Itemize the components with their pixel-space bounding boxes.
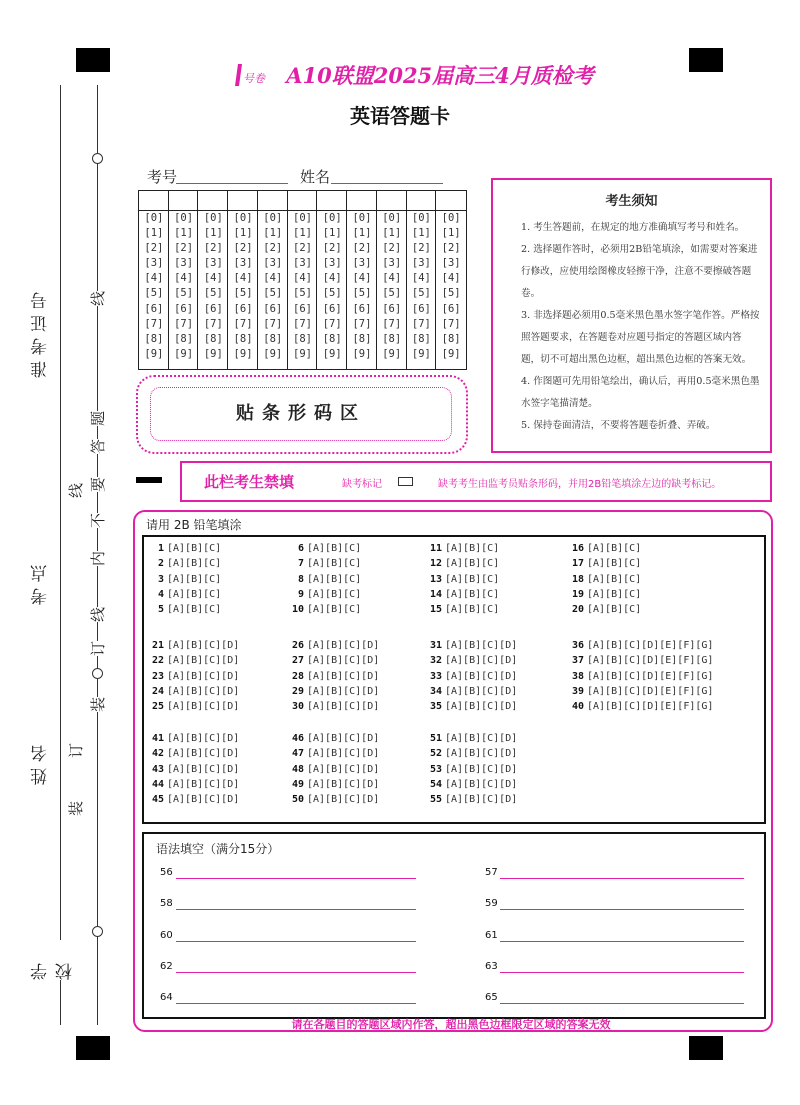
mc-options[interactable]: [A][B][C][D]	[167, 733, 240, 744]
mc-question-number: 41	[151, 733, 164, 744]
barcode-area	[136, 375, 468, 454]
mc-options[interactable]: [A][B][C][D][E][F][G]	[587, 655, 714, 667]
mc-options[interactable]: [A][B][C][D]	[167, 794, 240, 806]
footer-warning: 请在各题目的答题区域内作答，超出黑色边框限定区域的答案无效	[291, 1018, 611, 1031]
mc-options[interactable]: [A][B][C]	[587, 543, 642, 554]
mc-question-number: 6	[297, 543, 304, 554]
mc-question-row[interactable]	[562, 686, 713, 697]
binding-hole	[92, 668, 103, 679]
grammar-answer-line[interactable]	[500, 941, 744, 942]
mc-options[interactable]: [A][B][C][D]	[445, 685, 518, 697]
mc-question-row[interactable]	[420, 655, 517, 666]
grammar-box	[142, 832, 766, 1019]
mc-question-number: 8	[297, 573, 304, 585]
mc-question-row[interactable]	[142, 733, 239, 744]
mc-question-row[interactable]	[282, 748, 379, 759]
dash-marker	[136, 477, 162, 483]
binding-name-label: 姓名	[28, 730, 53, 785]
mc-options[interactable]: [A][B][C]	[445, 543, 500, 554]
mc-question-number: 42	[151, 748, 164, 760]
mc-question-number: 1	[157, 543, 164, 554]
binding-char: 内	[89, 550, 108, 567]
exam-id-grid[interactable]	[138, 190, 467, 370]
mc-question-row[interactable]	[420, 733, 517, 744]
mc-question-row[interactable]	[562, 655, 713, 666]
mc-options[interactable]: [A][B][C]	[587, 558, 642, 570]
mc-options[interactable]: [A][B][C]	[307, 604, 362, 616]
mc-question-row[interactable]	[420, 794, 517, 805]
mc-question-number: 32	[429, 655, 442, 667]
mc-options[interactable]: [A][B][C][D]	[307, 640, 380, 651]
mc-question-row[interactable]	[282, 779, 379, 790]
mc-question-number: 26	[291, 640, 304, 651]
mc-question-number: 19	[571, 588, 584, 600]
binding-outer-char: 线	[67, 482, 86, 499]
binding-outer-line	[60, 85, 61, 1025]
mc-question-number: 3	[157, 573, 164, 585]
corner-marker-bottom-left	[76, 1036, 110, 1060]
grammar-answer-line[interactable]	[500, 878, 744, 879]
school-label: 学校	[28, 940, 78, 980]
mc-question-number: 27	[291, 655, 304, 667]
notice-title: 考生须知	[605, 194, 658, 209]
notice-item: 1. 考生答题前，在规定的地方准确填写考号和姓名。	[521, 222, 745, 233]
grammar-answer-line[interactable]	[176, 972, 416, 973]
mc-question-row[interactable]	[282, 574, 361, 585]
id-digit-column[interactable]: [0] [1] [2] [3] [4] [5] [6] [7] [8] [9]	[293, 212, 312, 360]
mc-question-number: 54	[429, 778, 442, 790]
grammar-question-number: 62	[160, 961, 173, 972]
mc-options[interactable]: [A][B][C][D]	[167, 763, 240, 775]
binding-char: 题	[89, 410, 108, 427]
mc-question-number: 44	[151, 778, 164, 790]
mc-question-number: 15	[429, 604, 442, 616]
mc-question-number: 21	[151, 640, 164, 651]
mc-question-row[interactable]	[282, 794, 379, 805]
grammar-question-number: 60	[160, 930, 173, 941]
mc-question-row[interactable]	[420, 764, 517, 775]
mc-question-number: 37	[571, 655, 584, 667]
exam-id-label: 准考证号	[28, 268, 53, 378]
grammar-question-number: 59	[485, 898, 498, 909]
mc-question-number: 18	[571, 573, 584, 585]
mc-question-number: 5	[157, 604, 164, 616]
mc-options[interactable]: [A][B][C]	[445, 573, 500, 585]
mc-question-row[interactable]	[282, 701, 379, 712]
mc-options[interactable]: [A][B][C]	[307, 558, 362, 570]
mc-question-number: 50	[291, 794, 304, 806]
corner-marker-bottom-right	[689, 1036, 723, 1060]
id-digit-column[interactable]: [0] [1] [2] [3] [4] [5] [6] [7] [8] [9]	[174, 212, 194, 360]
mc-question-row[interactable]	[142, 558, 221, 569]
mc-question-row[interactable]	[282, 655, 379, 666]
mc-question-number: 20	[571, 604, 584, 616]
mc-options[interactable]: [A][B][C][D][E][F][G]	[587, 685, 714, 697]
mc-question-number: 12	[429, 558, 442, 570]
mc-options[interactable]: [A][B][C]	[445, 604, 500, 616]
mc-question-row[interactable]	[282, 686, 379, 697]
mc-question-row[interactable]	[142, 794, 239, 805]
mc-question-number: 35	[429, 701, 442, 713]
notice-box	[491, 178, 772, 453]
notice-item: 4. 作图题可先用铅笔绘出，确认后，再用0.5毫米黑色墨水签字笔描清楚。	[521, 376, 760, 409]
notice-item: 3. 非选择题必须用0.5毫米黑色墨水签字笔作答。严格按照答题要求，在答题卷对应题号指定的答题区域内答题，切不可超出黑色边框，超出黑色边框的答案无效。	[521, 310, 760, 365]
mc-question-number: 17	[571, 558, 584, 570]
mc-question-row[interactable]	[420, 574, 499, 585]
mc-question-number: 34	[429, 685, 442, 697]
mc-question-row[interactable]	[282, 764, 379, 775]
grammar-question-number: 65	[485, 992, 498, 1003]
mc-question-number: 31	[429, 640, 442, 651]
binding-char: 不	[89, 512, 108, 529]
mc-question-number: 25	[151, 701, 164, 713]
grammar-answer-line[interactable]	[176, 941, 416, 942]
mc-question-number: 7	[297, 558, 304, 570]
binding-char: 装	[89, 696, 108, 713]
mc-question-row[interactable]	[142, 543, 221, 554]
mc-options[interactable]: [A][B][C]	[587, 573, 642, 585]
mc-question-row[interactable]	[282, 671, 379, 682]
mc-question-number: 48	[291, 763, 304, 775]
mc-question-number: 28	[291, 670, 304, 682]
mc-options[interactable]: [A][B][C][D]	[445, 701, 518, 713]
mc-options[interactable]: [A][B][C][D]	[307, 794, 380, 806]
mc-question-number: 30	[291, 701, 304, 713]
grammar-answer-line[interactable]	[500, 909, 744, 910]
mc-question-row[interactable]	[282, 733, 379, 744]
mc-options[interactable]: [A][B][C]	[587, 588, 642, 600]
grammar-question-number: 63	[485, 961, 498, 972]
mc-options[interactable]: [A][B][C][D][E][F][G]	[587, 701, 714, 713]
notice-list	[493, 217, 770, 437]
mc-options[interactable]: [A][B][C][D]	[445, 794, 518, 806]
mc-question-number: 33	[429, 670, 442, 682]
mc-options[interactable]: [A][B][C][D]	[307, 655, 380, 667]
mc-question-number: 16	[571, 543, 584, 554]
notice-item: 5. 保持卷面清洁，不要将答题卷折叠、弄破。	[521, 420, 716, 431]
notice-item: 2. 选择题作答时，必须用2B铅笔填涂，如需要对答案进行修改，应使用绘图橡皮轻擦干净，注意不要擦破答题卷。	[521, 244, 758, 299]
mc-question-number: 10	[291, 604, 304, 616]
mc-question-number: 4	[157, 588, 164, 600]
mc-question-number: 45	[151, 794, 164, 806]
mc-question-row[interactable]	[420, 558, 499, 569]
mc-options[interactable]: [A][B][C][D]	[445, 655, 518, 667]
mc-options[interactable]: [A][B][C]	[307, 573, 362, 585]
mc-question-row[interactable]	[282, 589, 361, 600]
mc-question-row[interactable]	[142, 574, 221, 585]
mc-question-row[interactable]	[142, 589, 221, 600]
binding-char: 答	[89, 438, 108, 455]
mc-options[interactable]: [A][B][C]	[167, 588, 222, 600]
mc-options[interactable]: [A][B][C][D]	[307, 701, 380, 713]
mc-question-number: 13	[429, 573, 442, 585]
mc-options[interactable]: [A][B][C]	[307, 588, 362, 600]
page-title: 英语答题卡	[350, 104, 450, 128]
mc-question-row[interactable]	[562, 574, 641, 585]
forbidden-label: 此栏考生禁填	[204, 473, 295, 491]
mc-options[interactable]: [A][B][C][D]	[167, 778, 240, 790]
grammar-title: 语法填空（满分15分）	[156, 842, 280, 856]
mc-options[interactable]: [A][B][C]	[587, 604, 642, 616]
binding-char: 线	[89, 290, 108, 307]
corner-marker-top-right	[689, 48, 723, 72]
id-digit-column[interactable]: [0] [1] [2] [3] [4] [5] [6] [7] [8] [9]	[144, 212, 164, 360]
mc-question-row[interactable]	[420, 640, 517, 651]
mc-question-row[interactable]	[142, 640, 239, 651]
mc-question-number: 2	[157, 558, 164, 570]
mc-options[interactable]: [A][B][C][D]	[167, 640, 240, 651]
mc-question-row[interactable]	[142, 686, 239, 697]
mc-question-row[interactable]	[562, 671, 713, 682]
binding-outer-char: 订	[67, 742, 86, 759]
grammar-answer-line[interactable]	[500, 1003, 744, 1004]
grammar-question-number: 56	[160, 867, 173, 878]
mc-question-row[interactable]	[142, 604, 221, 615]
mc-question-number: 14	[429, 588, 442, 600]
grammar-question-number: 58	[160, 898, 173, 909]
binding-hole	[92, 153, 103, 164]
mc-question-number: 24	[151, 685, 164, 697]
mc-options[interactable]: [A][B][C][D]	[307, 670, 380, 682]
mc-options[interactable]: [A][B][C]	[307, 543, 362, 554]
mc-question-number: 29	[291, 685, 304, 697]
mc-question-row[interactable]	[562, 604, 641, 615]
mc-options[interactable]: [A][B][C][D]	[445, 733, 518, 744]
mc-question-number: 38	[571, 670, 584, 682]
id-digit-column[interactable]: [0] [1] [2] [3] [4] [5] [6] [7] [8] [9]	[322, 212, 342, 360]
exam-no-label: 考号	[147, 168, 178, 186]
mc-options[interactable]: [A][B][C][D]	[445, 778, 518, 790]
mc-question-row[interactable]	[562, 640, 713, 651]
mc-options[interactable]: [A][B][C][D]	[167, 748, 240, 760]
mc-question-row[interactable]	[142, 764, 239, 775]
mc-question-row[interactable]	[420, 671, 517, 682]
binding-outer-char: 装	[67, 800, 86, 817]
mc-question-row[interactable]	[142, 671, 239, 682]
mc-options[interactable]: [A][B][C][D]	[307, 685, 380, 697]
absent-mark-checkbox[interactable]	[398, 477, 413, 486]
svg-text:号卷: 号卷	[243, 72, 265, 85]
forbidden-strip	[180, 461, 772, 502]
mc-question-row[interactable]	[282, 640, 379, 651]
mc-options[interactable]: [A][B][C][D]	[307, 778, 380, 790]
mc-question-row[interactable]	[562, 558, 641, 569]
mc-question-number: 36	[571, 640, 584, 651]
mc-question-number: 47	[291, 748, 304, 760]
grammar-answer-line[interactable]	[176, 1003, 416, 1004]
mc-question-row[interactable]	[420, 779, 517, 790]
mc-question-number: 53	[429, 763, 442, 775]
mc-question-number: 22	[151, 655, 164, 667]
mc-options[interactable]: [A][B][C][D]	[167, 685, 240, 697]
mc-options[interactable]: [A][B][C][D]	[167, 701, 240, 713]
exam-site-label: 考点	[28, 545, 53, 605]
mc-options[interactable]: [A][B][C]	[167, 604, 222, 616]
mc-options[interactable]: [A][B][C]	[167, 573, 222, 585]
mc-options[interactable]: [A][B][C]	[445, 588, 500, 600]
id-digit-column[interactable]: [0] [1] [2] [3] [4] [5] [6] [7] [8] [9]	[411, 212, 431, 360]
mc-question-number: 40	[571, 701, 584, 713]
absent-note: 缺考考生由监考员贴条形码，并用2B铅笔填涂左边的缺考标记。	[438, 479, 722, 490]
id-digit-column[interactable]: [0] [1] [2] [3] [4] [5] [6] [7] [8] [9]	[352, 212, 372, 360]
mc-question-row[interactable]	[562, 589, 641, 600]
mc-question-row[interactable]	[282, 604, 361, 615]
mc-options[interactable]: [A][B][C][D][E][F][G]	[587, 640, 714, 651]
mc-options[interactable]: [A][B][C][D]	[445, 640, 518, 651]
grammar-answer-line[interactable]	[500, 972, 744, 973]
mc-options[interactable]: [A][B][C][D]	[167, 670, 240, 682]
mc-question-number: 23	[151, 670, 164, 682]
name-field[interactable]	[331, 183, 443, 184]
mc-question-number: 39	[571, 685, 584, 697]
id-digit-column[interactable]: [0] [1] [2] [3] [4] [5] [6] [7] [8] [9]	[382, 212, 402, 360]
mc-question-row[interactable]	[142, 748, 239, 759]
brand-title: A10联盟2025届高三4月质检考	[286, 63, 594, 88]
mc-options[interactable]: [A][B][C][D]	[307, 733, 380, 744]
mc-question-row[interactable]	[562, 701, 713, 712]
mc-question-row[interactable]	[142, 779, 239, 790]
id-digit-column[interactable]: [0] [1] [2] [3] [4] [5] [6] [7] [8] [9]	[441, 212, 461, 360]
mc-options[interactable]: [A][B][C][D]	[307, 748, 380, 760]
mc-question-number: 49	[291, 778, 304, 790]
mc-question-row[interactable]	[420, 748, 517, 759]
mc-question-row[interactable]	[420, 589, 499, 600]
mc-instruction: 请用 2B 铅笔填涂	[146, 518, 242, 532]
grammar-answer-line[interactable]	[176, 909, 416, 910]
mc-question-row[interactable]	[420, 701, 517, 712]
mc-question-row[interactable]	[420, 543, 499, 554]
id-digit-column[interactable]: [0] [1] [2] [3] [4] [5] [6] [7] [8] [9]	[203, 212, 223, 360]
mc-question-row[interactable]	[282, 543, 361, 554]
absent-mark-label: 缺考标记	[342, 479, 382, 490]
id-digit-column[interactable]: [0] [1] [2] [3] [4] [5] [6] [7] [8] [9]	[233, 212, 253, 360]
binding-char: 要	[89, 476, 108, 493]
mc-question-row[interactable]	[142, 701, 239, 712]
mc-question-number: 55	[429, 794, 442, 806]
binding-char: 线	[89, 606, 108, 623]
name-label: 姓名	[300, 168, 331, 186]
mc-options[interactable]: [A][B][C][D]	[445, 670, 518, 682]
mc-question-number: 46	[291, 733, 304, 744]
mc-options[interactable]: [A][B][C][D]	[167, 655, 240, 667]
mc-question-row[interactable]	[562, 543, 641, 554]
mc-question-number: 52	[429, 748, 442, 760]
mc-options[interactable]: [A][B][C][D]	[445, 763, 518, 775]
exam-no-field[interactable]	[176, 183, 288, 184]
mc-options[interactable]: [A][B][C]	[167, 543, 222, 554]
mc-question-row[interactable]	[420, 686, 517, 697]
mc-options[interactable]: [A][B][C]	[167, 558, 222, 570]
grammar-answer-line[interactable]	[176, 878, 416, 879]
grammar-question-number: 64	[160, 992, 173, 1003]
barcode-label: 贴条形码区	[150, 387, 452, 441]
mc-options[interactable]: [A][B][C][D]	[445, 748, 518, 760]
id-digit-column[interactable]: [0] [1] [2] [3] [4] [5] [6] [7] [8] [9]	[263, 212, 283, 360]
mc-question-number: 43	[151, 763, 164, 775]
binding-hole	[92, 926, 103, 937]
mc-question-row[interactable]	[282, 558, 361, 569]
mc-options[interactable]: [A][B][C]	[445, 558, 500, 570]
corner-marker-top-left	[76, 48, 110, 72]
mc-question-number: 11	[429, 543, 442, 554]
mc-question-number: 51	[429, 733, 442, 744]
mc-question-number: 9	[297, 588, 304, 600]
mc-options[interactable]: [A][B][C][D][E][F][G]	[587, 670, 714, 682]
grammar-question-number: 57	[485, 867, 498, 878]
grammar-question-number: 61	[485, 930, 498, 941]
binding-char: 订	[89, 640, 108, 657]
mc-question-row[interactable]	[142, 655, 239, 666]
mc-question-row[interactable]	[420, 604, 499, 615]
mc-options[interactable]: [A][B][C][D]	[307, 763, 380, 775]
